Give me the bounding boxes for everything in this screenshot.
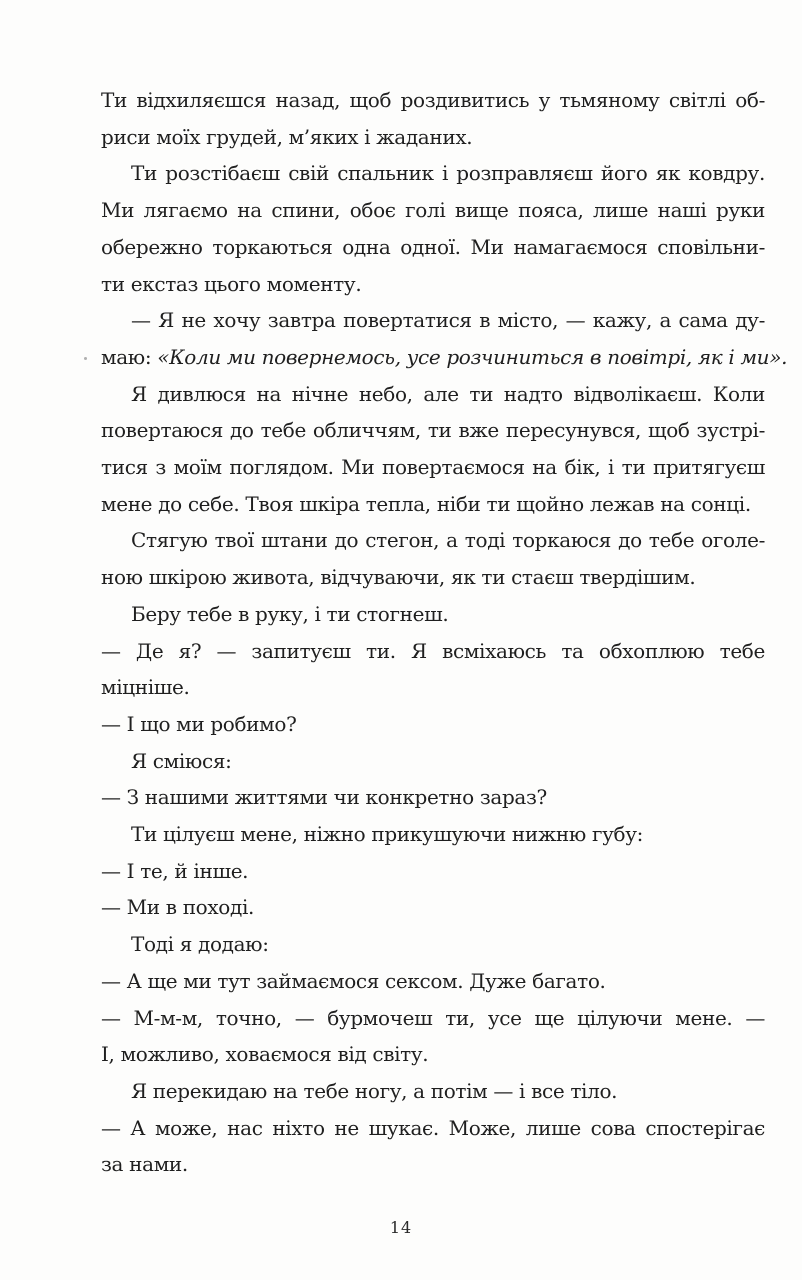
text-line: Стягую твої штани до стегон, а тоді торкаюся до тебе оголе-: [131, 528, 765, 553]
text-line: Беру тебе в руку, і ти стогнеш.: [131, 601, 449, 626]
text-fragment: маю:: [101, 344, 152, 369]
text-line: — З нашими життями чи конкретно зараз?: [101, 785, 547, 810]
italic-thought: «Коли ми повернемось, усе розчиниться в повітрі, як і ми».: [157, 344, 788, 369]
text-line: І, можливо, ховаємося від світу.: [101, 1042, 429, 1067]
text-line: Ти розстібаєш свій спальник і розправляєш його як ковдру.: [131, 161, 765, 186]
text-line: — А ще ми тут займаємося сексом. Дуже багато.: [101, 968, 606, 993]
text-line: мене до себе. Твоя шкіра тепла, ніби ти щойно лежав на сонці.: [101, 491, 751, 516]
text-line: — Я не хочу завтра повертатися в місто, — кажу, а сама ду-: [131, 308, 765, 333]
body-text: [101, 82, 788, 1183]
text-line: Ти відхиляєшся назад, щоб роздивитись у тьмяному світлі об-: [101, 88, 765, 112]
text-line: Я сміюся:: [131, 748, 232, 773]
text-line: ною шкірою живота, відчуваючи, як ти стаєш твердішим.: [101, 565, 696, 590]
text-line: — Де я? — запитуєш ти. Я всміхаюсь та обхоплюю тебе: [101, 638, 765, 663]
text-line: обережно торкаються одна одної. Ми намагаємося сповільни-: [101, 234, 765, 259]
text-line: Ти цілуєш мене, ніжно прикушуючи нижню губу:: [131, 822, 644, 847]
text-line-mixed: [101, 339, 788, 376]
text-line: — А може, нас ніхто не шукає. Може, лише сова спостерігає: [101, 1115, 765, 1140]
text-line: Тоді я додаю:: [131, 932, 269, 957]
text-line: тися з моїм поглядом. Ми повертаємося на бік, і ти притягуєш: [101, 455, 765, 480]
paper-speck: [84, 357, 87, 360]
text-line: повертаюся до тебе обличчям, ти вже пересунувся, щоб зустрі-: [101, 418, 765, 443]
text-line: Я перекидаю на тебе ногу, а потім — і все тіло.: [131, 1078, 618, 1103]
page-number: 14: [389, 1218, 413, 1237]
text-line: міцніше.: [101, 675, 190, 700]
text-line: — І те, й інше.: [101, 858, 249, 883]
text-line: риси моїх грудей, м’яких і жаданих.: [101, 124, 473, 149]
text-line: — М-м-м, точно, — бурмочеш ти, усе ще цілуючи мене. —: [101, 1005, 765, 1030]
text-line: — Ми в поході.: [101, 895, 255, 920]
text-line: — І що ми робимо?: [101, 711, 297, 736]
text-line: Я дивлюся на нічне небо, але ти надто відволікаєш. Коли: [131, 381, 765, 406]
text-line: за нами.: [101, 1152, 188, 1177]
text-line: ти екстаз цього моменту.: [101, 271, 362, 296]
text-line: Ми лягаємо на спини, обоє голі вище пояса, лише наші руки: [101, 198, 765, 223]
